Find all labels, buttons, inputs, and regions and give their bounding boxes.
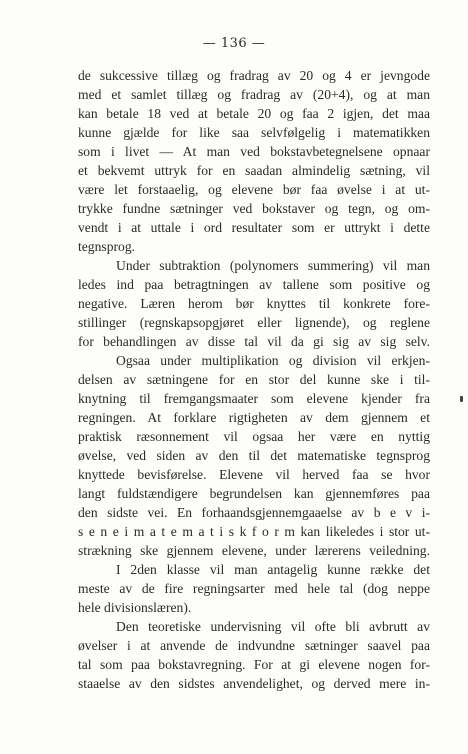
- text-line: praktisk ræsonnement vil ogsaa her være en nyttig: [78, 429, 430, 444]
- text-line: staaelse av den sidstes anvendelighet, og derved mere in-: [78, 676, 430, 691]
- text-line: delsen av sætningene for en stor del kunne ske i til-: [78, 372, 430, 387]
- text-line: kan betale 18 ved at betale 20 og faa 2 igjen, det maa: [78, 106, 430, 121]
- text-line: hele divisionslæren).: [78, 600, 192, 615]
- text-line: stillinger (regnskapsopgjøret eller lignende), og reglene: [78, 315, 430, 330]
- text-line: Ogsaa under multiplikation og division vil erkjen-: [116, 353, 430, 368]
- text-line: knytning til fremgangsmaater som elevene kjender fra: [78, 391, 430, 406]
- text-line: tal som paa bokstavregning. For at gi elevene nogen for-: [78, 657, 430, 672]
- text-line: øvelse, ved siden av den til det matematiske tegnsprog: [78, 448, 430, 463]
- text-line: de sukcessive tillæg og fradrag av 20 og 4 er jevngode: [78, 68, 430, 83]
- text-line: s e n e i m a t e m a t i s k f o r m kan likeledes i stor ut-: [78, 524, 430, 539]
- text-line: med et samlet tillæg og fradrag av (20+4), og at man: [78, 87, 430, 102]
- text-line: I 2den klasse vil man antagelig kunne række det: [116, 562, 430, 577]
- text-line: Under subtraktion (polynomers summering) vil man: [116, 258, 430, 273]
- text-line: regningen. At forklare rigtigheten av dem gjennem et: [78, 410, 430, 425]
- text-line: meste av de fire regningsarter med hele tal (dog neppe: [78, 581, 430, 596]
- body-text: [78, 66, 430, 693]
- page-number: — 136 —: [202, 36, 266, 51]
- text-line: tegnsprog.: [78, 239, 136, 254]
- text-line: Den teoretiske undervisning vil ofte bli avbrutt av: [116, 619, 430, 634]
- text-line: trykke fundne sætninger ved bokstaver og tegn, og om-: [78, 201, 430, 216]
- margin-mark: [460, 396, 463, 402]
- text-line: langt fuldstændigere begrundelsen kan gjennemføres paa: [78, 486, 430, 501]
- text-line: ledes ind paa betragtningen av tallene som positive og: [78, 277, 430, 292]
- text-line: strækning ske gjennem elevene, under lærerens veiledning.: [78, 543, 430, 558]
- text-line: vendt i at uttale i ord resultater som er uttrykt i dette: [78, 220, 430, 235]
- text-line: et bekvemt uttryk for en saadan almindelig sætning, vil: [78, 163, 430, 178]
- text-line: kunne gjælde for like saa selvfølgelig i matematikken: [78, 125, 430, 140]
- text-line: for behandlingen av disse tal vil da gi sig av sig selv.: [78, 334, 430, 349]
- text-line: den sidste vei. En forhaandsgjennemgaaelse av b e v i-: [78, 505, 430, 520]
- text-line: som i livet — At man ved bokstavbetegnelsene opnaar: [78, 144, 430, 159]
- text-line: øvelser i at anvende de indvundne sætninger saavel paa: [78, 638, 430, 653]
- text-line: knyttede bevisførelse. Elevene vil herved faa se hvor: [78, 467, 430, 482]
- text-line: negative. Læren herom bør knyttes til konkrete fore-: [78, 296, 430, 311]
- text-line: være let forstaaelig, og elevene bør faa øvelse i at ut-: [78, 182, 430, 197]
